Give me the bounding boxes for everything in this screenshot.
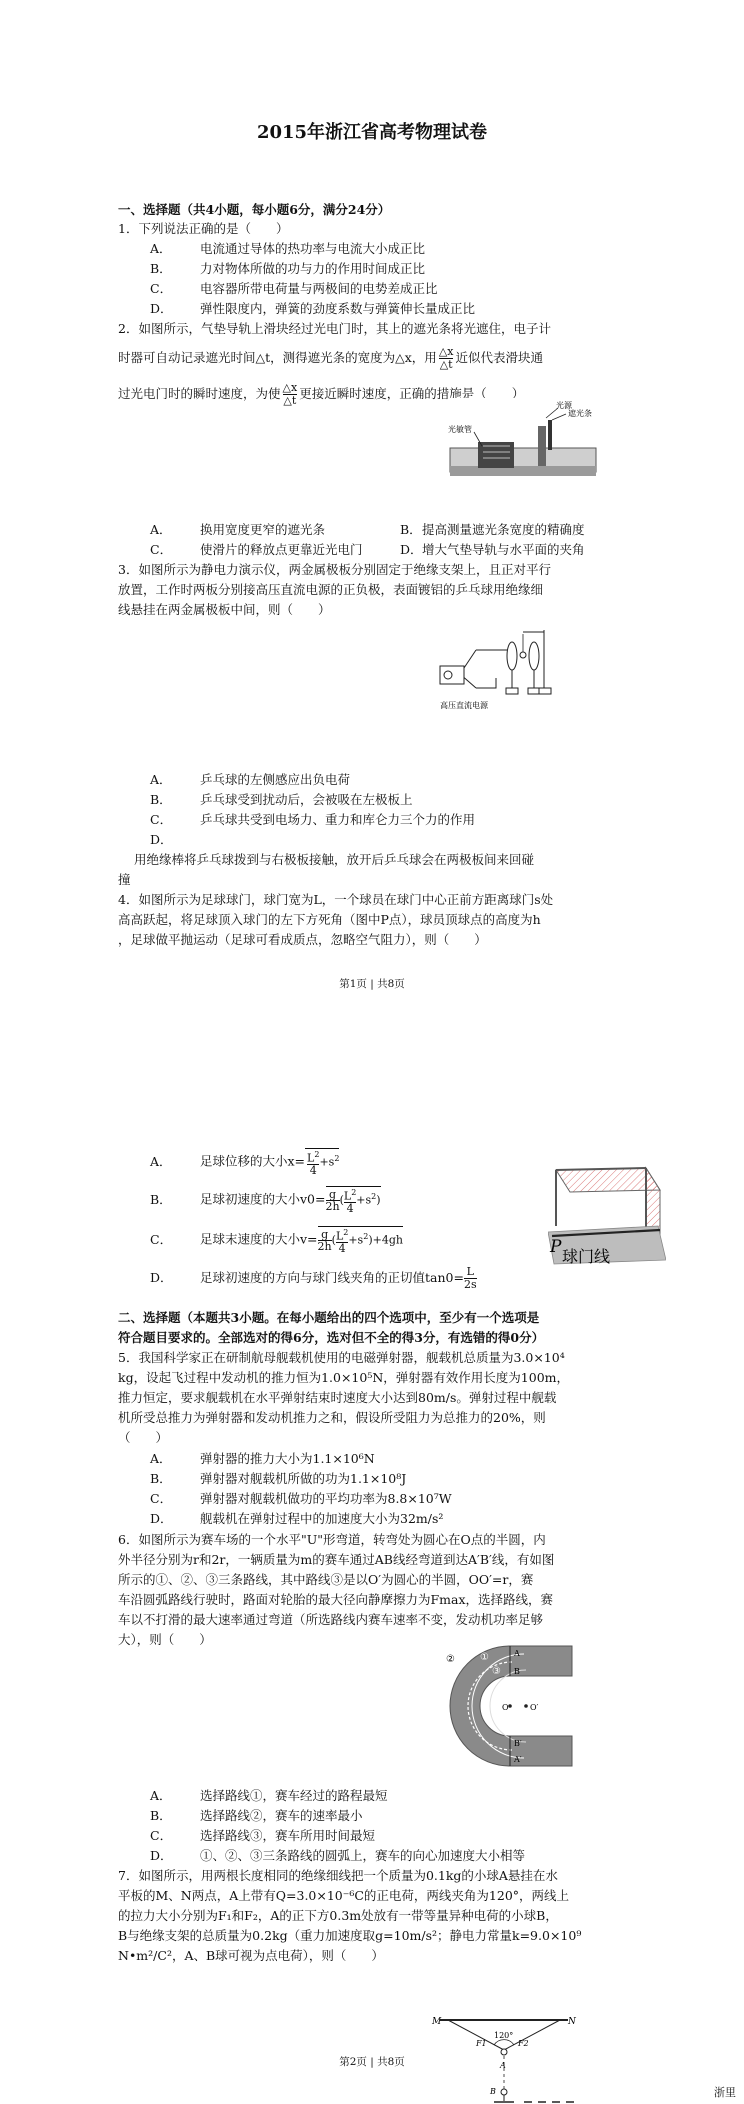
label-a: A [514, 1649, 520, 1658]
q3-d-line1: 用绝缘棒将乒乓球拨到与右极板接触，放开后乒乓球会在两极板间来回碰 [134, 852, 535, 867]
label-bp: B′ [514, 1739, 522, 1748]
shading-bar [548, 420, 552, 450]
center-op [524, 1704, 528, 1708]
page-footer-1: 第1页 | 共8页 [339, 978, 405, 990]
q4-stem: 4．如图所示为足球球门，球门宽为L，一个球员在球门中心正前方距离球门s处 高高跃起，将足球顶入球门的左下方死角（图中P点），球员顶球点的高度为h ，足球做平抛运动（足球可看成质点，忽略空气阻力），则（ ） [118, 892, 554, 947]
label-p: P [550, 1237, 562, 1257]
q4-b-formula: $\frac{g}{2h}$ ( $\frac{L^2}{4}$ $+s^2$) [326, 1186, 381, 1214]
ball-b [501, 2089, 507, 2095]
label-shading-bar: 遮光条 [568, 409, 592, 418]
label-route-2: ② [446, 1654, 455, 1665]
q6-option-c: C． 选择路线③，赛车所用时间最短 [150, 1828, 376, 1843]
right-plate [529, 642, 539, 670]
q5-option-d: D． 舰载机在弹射过程中的加速度大小为32m/s² [150, 1511, 444, 1526]
q5-stem: 5．我国科学家正在研制航母舰载机使用的电磁弹射器，舰载机总质量为3.0×10⁴ kg，设起飞过程中发动机的推力恒为1.0×10⁵N，弹射器有效作用长度为100m， 推力恒定，要求舰载机在水平弹射结束时速度大小达到80m/s。弹射过程中舰载 机所受总推力为弹射器和发动机推力之和，假设所受阻力为总推力的20%，则 （ ） [118, 1350, 569, 1445]
q4-a-formula: $\frac{L^2}{4}$ $+s^2$ [305, 1148, 339, 1176]
label-a-ball: A [500, 2061, 506, 2070]
q3-option-d: D． [150, 832, 173, 847]
q5-option-a: A． 弹射器的推力大小为1.1×10⁶N [150, 1451, 375, 1466]
q2-frac-1: $\frac{\triangle x}{\triangle t}$ [438, 345, 454, 371]
q4-option-d: D． 足球初速度的方向与球门线夹角的正切值tan0= $\frac{L}{2s}$ [150, 1265, 477, 1291]
air-track-base [450, 466, 596, 476]
q3-option-c: C． 乒乓球共受到电场力、重力和库仑力三个力的作用 [150, 812, 476, 827]
section2-heading-2: 符合题目要求的。全部选对的得6分，选对但不全的得3分，有选错的得0分） [118, 1330, 545, 1345]
u-track-figure [440, 1640, 580, 1772]
q4-option-b: B． 足球初速度的大小v0= $\frac{g}{2h}$ ( $\frac{L^2}{4}$ $+s^2$) [150, 1186, 381, 1214]
q5-options [150, 1449, 452, 1529]
q3-d-line2: 撞 [118, 872, 131, 887]
q2-line1: 2．如图所示，气垫导轨上滑块经过光电门时，其上的遮光条将光遮住，电子计 [118, 321, 551, 336]
q7-stem: 7．如图所示，用两根长度相同的绝缘细线把一个质量为0.1kg的小球A悬挂在水 平板的M、N两点，A上带有Q=3.0×10⁻⁶C的正电荷，两线夹角为120°，两线上 的拉力大小分别为F₁和F₂，A的正下方0.3m处放有一带等量异种电荷的小球B， B与绝缘支架的总质量为0.2kg（重力加速度取g=10m/s²；静电力常量k=9.0×10⁹ N•m²/C²，A、B球可视为点电荷），则（ ） [118, 1868, 582, 1963]
label-ap: A′ [514, 1755, 522, 1764]
q1-options [150, 239, 475, 319]
page-title: 2015年浙江省高考物理试卷 [256, 122, 488, 143]
q1-option-a: A． 电流通过导体的热功率与电流大小成正比 [150, 241, 426, 256]
q1-stem: 1．下列说法正确的是（ ） [118, 221, 289, 236]
label-route-3: ③ [492, 1666, 501, 1677]
q3-option-b: B． 乒乓球受到扰动后，会被吸在左极板上 [150, 792, 413, 807]
q2-options-row1: A． 换用宽度更窄的遮光条 B．提高测量遮光条宽度的精确度 [150, 522, 585, 537]
label-m: M [432, 2017, 442, 2027]
q5-option-b: B． 弹射器对舰载机所做的功为1.1×10⁸J [150, 1471, 407, 1486]
label-n: N [568, 2017, 576, 2027]
label-angle: 120° [494, 2031, 514, 2040]
q1-option-d: D． 弹性限度内，弹簧的劲度系数与弹簧伸长量成正比 [150, 301, 476, 316]
label-b: B [514, 1667, 520, 1676]
q3-stem: 3．如图所示为静电力演示仪，两金属极板分别固定于绝缘支架上，且正对平行 放置，工作时两板分别接高压直流电源的正负极，表面镀铝的乒乓球用绝缘细 线悬挂在两金属极板中间，则（ ） [118, 562, 551, 617]
label-hv-source: 高压直流电源 [440, 701, 488, 710]
q6-option-b: B． 选择路线②，赛车的速率最小 [150, 1808, 363, 1823]
goal-figure [548, 1160, 666, 1270]
label-light-source: 光源 [556, 401, 572, 410]
q6-option-a: A． 选择路线①，赛车经过的路程最短 [150, 1788, 388, 1803]
section1-heading: 一、选择题（共4小题，每小题6分，满分24分） [118, 202, 391, 217]
q5-option-c: C． 弹射器对舰载机做功的平均功率为8.8×10⁷W [150, 1491, 452, 1506]
ping-pong-ball [520, 652, 526, 658]
label-photo-tube: 光敏管 [448, 425, 472, 434]
q2-line3: 过光电门时的瞬时速度，为使 $\frac{\triangle x}{\triangle t}$ 更接近瞬时速度，正确的措施是（ ） [118, 381, 525, 407]
label-route-1: ① [480, 1652, 489, 1663]
q3-option-a: A． 乒乓球的左侧感应出负电荷 [150, 772, 351, 787]
q4-option-c: C． 足球末速度的大小v= $\frac{g}{2h}$ ( $\frac{L^2}{4}$ $+s^2)+4gh$ [150, 1226, 403, 1254]
label-op: O′ [530, 1703, 539, 1712]
q4-d-formula: $\frac{L}{2s}$ [463, 1265, 477, 1291]
photogate [538, 426, 546, 466]
q2-line2: 时器可自动记录遮光时间△t，测得遮光条的宽度为△x，用 $\frac{\triangle x}{\triangle t}$ 近似代表滑块通 [118, 345, 543, 371]
q2-options-row2: C． 使滑片的释放点更靠近光电门 D．增大气垫导轨与水平面的夹角 [150, 542, 585, 557]
q6-option-d: D． ①、②、③三条路线的圆弧上，赛车的向心加速度大小相等 [150, 1848, 526, 1863]
q1-option-c: C． 电容器所带电荷量与两极间的电势差成正比 [150, 281, 438, 296]
goal-net-top [556, 1168, 660, 1192]
label-b-ball: B [490, 2087, 496, 2096]
q3-options [150, 770, 475, 850]
q4-c-formula: $\frac{g}{2h}$ ( $\frac{L^2}{4}$ $+s^2)+4gh$ [318, 1226, 403, 1254]
label-f1: F1 [476, 2039, 487, 2048]
section2-heading-1: 二、选择题（本题共3小题。在每小题给出的四个选项中，至少有一个选项是 [118, 1310, 540, 1325]
q6-stem: 6．如图所示为赛车场的一个水平"U"形弯道，转弯处为圆心在O点的半圆，内 外半径分别为r和2r，一辆质量为m的赛车通过AB线经弯道到达A′B′线，有如图 所示的①、②、③三条路线，其中路线③是以O′为圆心的半圆，OO′=r，赛 车沿圆弧路线行驶时，路面对轮胎的最大径向静摩擦力为Fmax，选择路线，赛 车以不打滑的最大速率通过弯道（所选路线内赛车速率不变，发动机功率足够 大），则（ ） [118, 1532, 555, 1647]
center-o [508, 1704, 512, 1708]
left-plate [507, 642, 517, 670]
page-footer-2: 第2页 | 共8页 [339, 2056, 405, 2068]
label-o: O [502, 1703, 509, 1712]
q2-frac-2: $\frac{\triangle x}{\triangle t}$ [282, 381, 298, 407]
q4-option-a: A． 足球位移的大小x= $\frac{L^2}{4}$ $+s^2$ [150, 1148, 339, 1176]
label-f2: F2 [518, 2039, 529, 2048]
corner-watermark: 浙里 [714, 2086, 736, 2099]
air-track-figure [448, 398, 598, 490]
q6-options [150, 1786, 525, 1866]
q1-option-b: B． 力对物体所做的功与力的作用时间成正比 [150, 261, 426, 276]
electrostatic-figure [436, 628, 572, 714]
label-goal-line: 球门线 [562, 1247, 611, 1266]
